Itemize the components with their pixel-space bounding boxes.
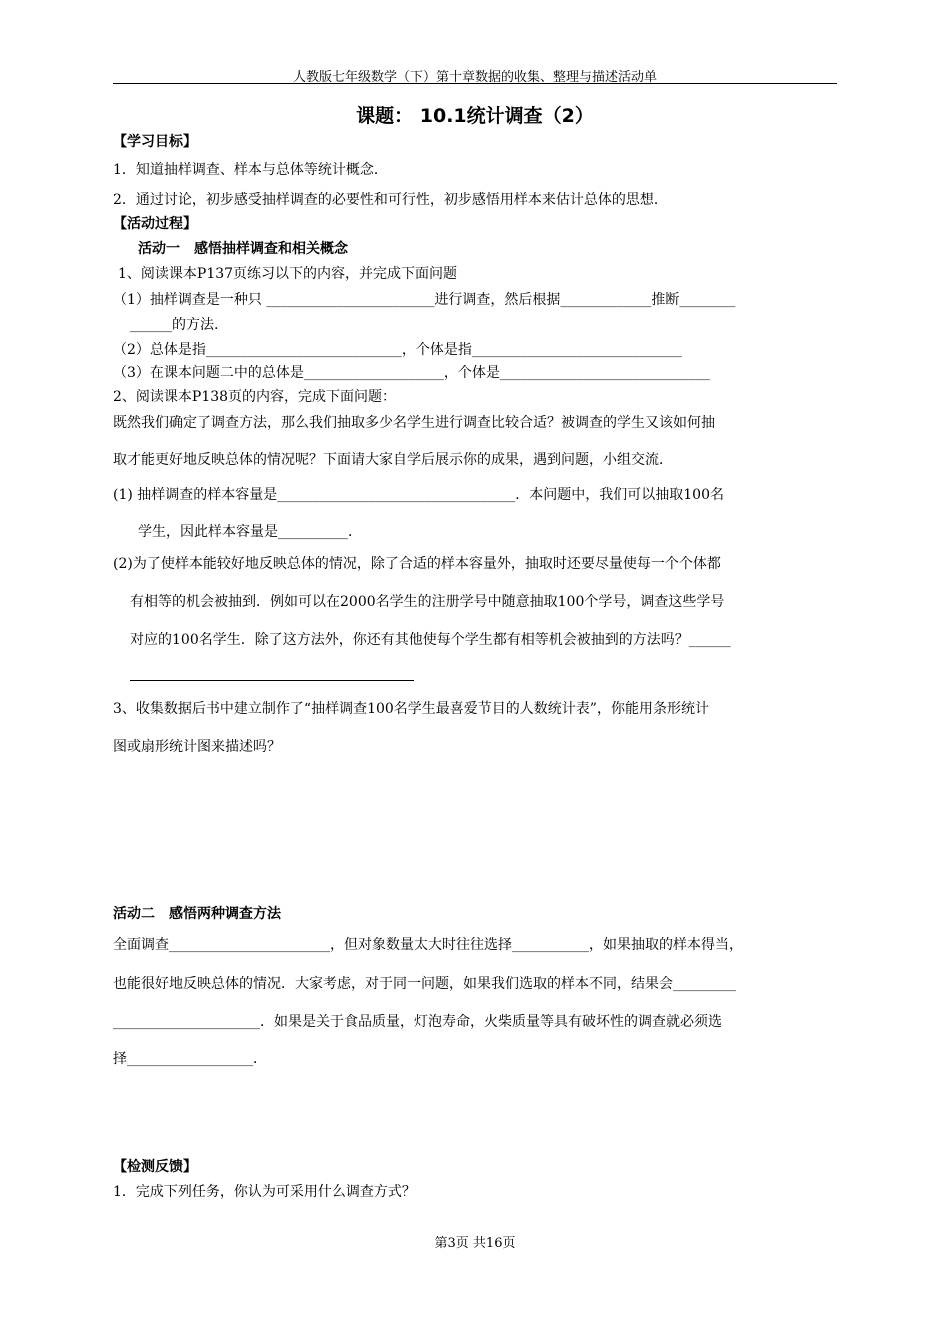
activity1-line-2: （1）抽样调查是一种只 ________________________进行调查，然后根据_____________推断________ [113, 292, 736, 308]
activity1-line-15: 图或扇形统计图来描述吗？ [113, 739, 281, 755]
activity1-line-1: 1、阅读课本P137页练习以下的内容，并完成下面问题 [118, 266, 458, 282]
goal-item-1: 1．知道抽样调查、样本与总体等统计概念． [113, 162, 388, 178]
activity1-line-12: 有相等的机会被抽到．例如可以在2000名学生的注册学号中随意抽取100个学号，调查这些学号 [130, 594, 725, 610]
process-heading: 【活动过程】 [113, 216, 197, 232]
answer-blank-line [130, 680, 414, 681]
activity2-line-1: 全面调查_______________________，但对象数量太大时往往选择___________，如果抽取的样本得当， [113, 937, 743, 953]
activity1-line-8: 取才能更好地反映总体的情况呢？下面请大家自学后展示你的成果，遇到问题，小组交流． [113, 452, 673, 468]
activity1-line-10: 学生，因此样本容量是__________． [138, 524, 362, 540]
activity1-line-6: 2、阅读课本P138页的内容，完成下面问题： [113, 389, 397, 405]
activity1-line-5: （3）在课本问题二中的总体是____________________，个体是______________________________ [113, 365, 710, 381]
activity2-title: 活动二 感悟两种调查方法 [113, 906, 281, 922]
activity1-line-14: 3、收集数据后书中建立制作了“抽样调查100名学生最喜爱节目的人数统计表”，你能用条形统计 [113, 701, 709, 717]
activity1-line-7: 既然我们确定了调查方法，那么我们抽取多少名学生进行调查比较合适？被调查的学生又该如何抽 [113, 415, 715, 431]
activity1-line-3: ______的方法. [130, 317, 219, 333]
activity2-line-4: 择__________________． [113, 1051, 267, 1067]
feedback-heading: 【检测反馈】 [113, 1159, 197, 1175]
page-header: 人教版七年级数学（下）第十章数据的收集、整理与描述活动单 [292, 70, 657, 85]
activity2-line-3: _____________________．如果是关于食品质量，灯泡寿命，火柴质量等具有破坏性的调查就必须选 [113, 1014, 722, 1030]
page-footer: 第3页 共16页 [434, 1236, 516, 1251]
activity2-line-2: 也能很好地反映总体的情况．大家考虑，对于同一问题，如果我们选取的样本不同，结果会_________ [113, 976, 736, 992]
goal-item-2: 2．通过讨论，初步感受抽样调查的必要性和可行性，初步感悟用样本来估计总体的思想． [113, 192, 668, 208]
activity1-line-4: （2）总体是指____________________________，个体是指______________________________ [113, 342, 682, 358]
feedback-item-1: 1．完成下列任务，你认为可采用什么调查方式？ [113, 1184, 416, 1200]
page-title: 课题： 10.1统计调查（2） [356, 105, 594, 127]
activity1-title: 活动一 感悟抽样调查和相关概念 [138, 241, 348, 257]
header-rule [113, 83, 837, 84]
activity1-line-11: (2)为了使样本能较好地反映总体的情况，除了合适的样本容量外，抽取时还要尽量使每一个个体都 [113, 556, 721, 572]
goals-heading: 【学习目标】 [113, 134, 197, 150]
activity1-line-9: (1) 抽样调查的样本容量是__________________________________．本问题中，我们可以抽取100名 [113, 487, 725, 503]
activity1-line-13: 对应的100名学生．除了这方法外，你还有其他使每个学生都有相等机会被抽到的方法吗？______ [130, 632, 731, 648]
